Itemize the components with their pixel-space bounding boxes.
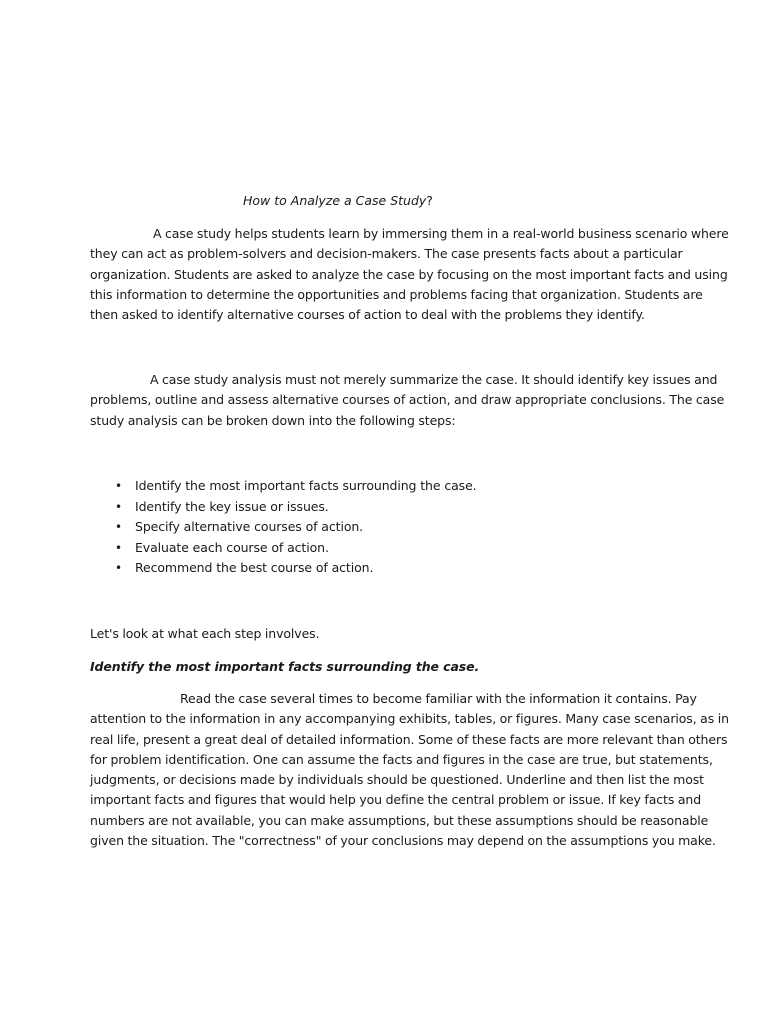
list-item: [112, 538, 477, 559]
list-item: [112, 558, 477, 579]
text-line: they can act as problem-solvers and decision-makers. The case presents facts about a particular: [90, 246, 683, 262]
text-line: for problem identification. One can assume the facts and figures in the case are true, but statements,: [90, 751, 713, 767]
list-item-text: Evaluate each course of action.: [135, 539, 329, 555]
list-item: [112, 497, 477, 518]
text-line: then asked to identify alternative courses of action to deal with the problems they identify.: [90, 307, 645, 323]
section-heading: Identify the most important facts surrounding the case.: [90, 659, 480, 674]
text-line: study analysis can be broken down into the following steps:: [90, 412, 456, 428]
text-line: judgments, or decisions made by individuals should be questioned. Underline and then list the most: [90, 772, 704, 788]
text-line: real life, present a great deal of detailed information. Some of these facts are more relevant than others: [90, 731, 728, 747]
bullet-icon: •: [115, 479, 122, 493]
transition-paragraph: [90, 624, 680, 644]
bullet-icon: •: [115, 540, 122, 555]
list-item-text: Identify the key issue or issues.: [135, 498, 329, 514]
bullet-icon: •: [115, 499, 122, 514]
document-title-text: How to Analyze a Case Study: [243, 193, 427, 208]
text-line: given the situation. The "correctness" of your conclusions may depend on the assumptions you make.: [90, 833, 716, 849]
document-title-suffix: ?: [426, 193, 433, 208]
text-line: important facts and figures that would help you define the central problem or issue. If key facts and: [90, 792, 702, 808]
facts-paragraph: [90, 689, 729, 851]
text-line: problems, outline and assess alternative courses of action, and draw appropriate conclusions. The case: [90, 392, 725, 408]
document-title: [243, 192, 433, 210]
text-line: numbers are not available, you can make assumptions, but these assumptions should be reasonable: [90, 812, 709, 828]
bullet-icon: •: [115, 561, 122, 575]
text-line: A case study analysis must not merely summarize the case. It should identify key issues and: [150, 372, 718, 387]
list-item-text: Specify alternative courses of action.: [135, 519, 364, 534]
text-line: Read the case several times to become familiar with the information it contains. Pay: [180, 691, 697, 706]
list-item-text: Recommend the best course of action.: [135, 560, 374, 575]
text-line: organization. Students are asked to analyze the case by focusing on the most important facts and using: [90, 266, 728, 282]
list-item: [112, 517, 477, 538]
list-item: [112, 476, 477, 497]
intro-paragraph: [90, 224, 729, 325]
analysis-paragraph: [90, 370, 725, 431]
text-line: this information to determine the opportunities and problems facing that organization. Students are: [90, 286, 703, 302]
text-line: Let's look at what each step involves.: [90, 626, 320, 641]
text-line: attention to the information in any accompanying exhibits, tables, or figures. Many case scenarios, as in: [90, 711, 729, 727]
steps-list: [112, 476, 477, 579]
list-item-text: Identify the most important facts surrounding the case.: [135, 478, 477, 493]
text-line: A case study helps students learn by immersing them in a real-world business scenario where: [153, 226, 729, 241]
bullet-icon: •: [115, 520, 122, 534]
